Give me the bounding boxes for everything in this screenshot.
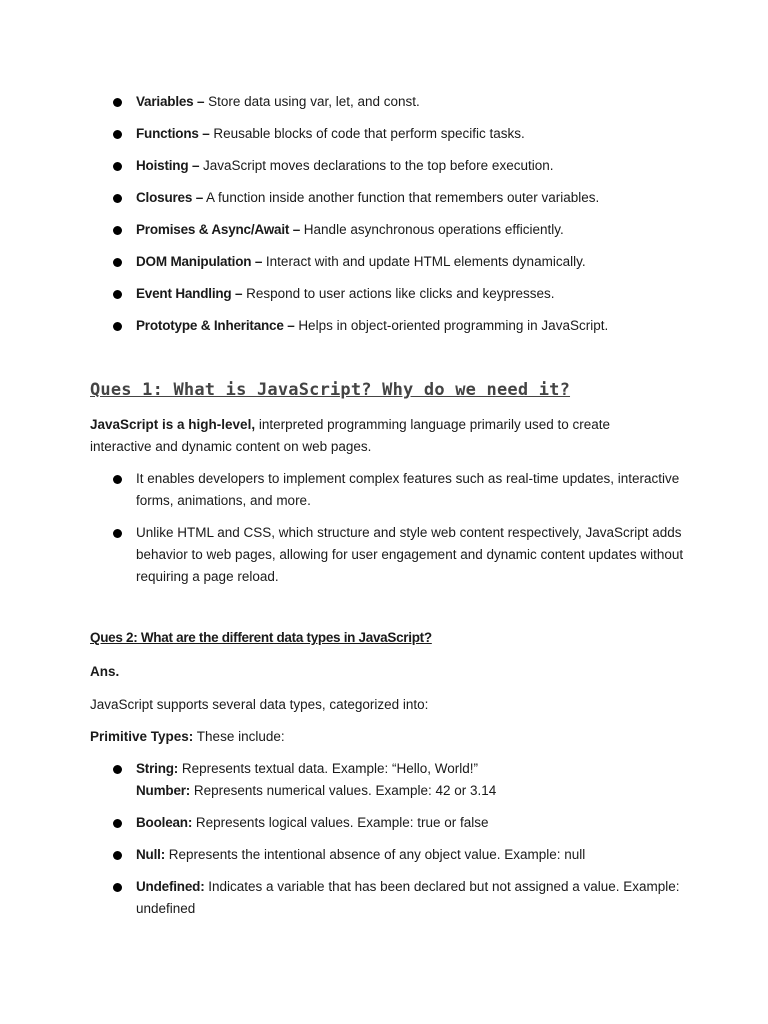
type-term: Undefined: xyxy=(136,879,205,894)
concept-term: Event Handling – xyxy=(136,286,243,301)
type-term: Boolean: xyxy=(136,815,193,830)
ans-label: Ans. xyxy=(90,664,120,679)
concepts-list xyxy=(90,91,690,337)
q1-bullet-text: Unlike HTML and CSS, which structure and style web content respectively, JavaScript adds behavior to web pages, allowing for user engagement and dynamic content updates without requiring a page reload. xyxy=(136,525,684,584)
concept-term: Functions – xyxy=(136,126,210,141)
concept-desc: A function inside another function that remembers outer variables. xyxy=(206,190,600,205)
bullet-icon xyxy=(113,765,122,774)
bullet-icon xyxy=(113,226,122,235)
q2-heading: Ques 2: What are the different data types in JavaScript? xyxy=(90,630,432,645)
concept-term: Promises & Async/Await – xyxy=(136,222,301,237)
list-item xyxy=(90,91,690,113)
bullet-icon xyxy=(113,258,122,267)
type-term: Number: xyxy=(136,783,191,798)
primitive-types-label: Primitive Types: xyxy=(90,729,194,744)
type-desc: Represents the intentional absence of any object value. Example: null xyxy=(165,847,586,862)
bullet-icon xyxy=(113,475,122,484)
bullet-icon xyxy=(113,883,122,892)
list-item xyxy=(90,219,690,241)
list-item xyxy=(90,522,690,588)
type-desc: Indicates a variable that has been declared but not assigned a value. Example: undefined xyxy=(136,879,680,916)
type-desc: Represents logical values. Example: true or false xyxy=(192,815,489,830)
bullet-icon xyxy=(113,98,122,107)
concept-desc: Respond to user actions like clicks and keypresses. xyxy=(246,286,555,301)
bullet-icon xyxy=(113,851,122,860)
q1-bullet-text: It enables developers to implement complex features such as real-time updates, interactive forms, animations, and more. xyxy=(136,471,680,508)
bullet-icon xyxy=(113,819,122,828)
concept-term: Variables – xyxy=(136,94,205,109)
bullet-icon xyxy=(113,290,122,299)
bullet-icon xyxy=(113,322,122,331)
primitive-types-line xyxy=(90,726,650,748)
q1-intro xyxy=(90,414,650,458)
list-item xyxy=(90,251,690,273)
type-term: String: xyxy=(136,761,179,776)
list-item xyxy=(90,187,690,209)
data-types-list xyxy=(90,758,690,920)
list-item xyxy=(90,844,690,866)
concept-term: Hoisting – xyxy=(136,158,200,173)
list-item xyxy=(90,758,690,802)
concept-term: DOM Manipulation – xyxy=(136,254,263,269)
q1-bullets xyxy=(90,468,690,588)
concept-desc: Reusable blocks of code that perform specific tasks. xyxy=(213,126,525,141)
concept-desc: Helps in object-oriented programming in JavaScript. xyxy=(298,318,609,333)
list-item xyxy=(90,315,690,337)
bullet-icon xyxy=(113,194,122,203)
concept-desc: JavaScript moves declarations to the top before execution. xyxy=(203,158,554,173)
type-term: Null: xyxy=(136,847,165,862)
type-desc: Represents numerical values. Example: 42 or 3.14 xyxy=(190,783,497,798)
list-item xyxy=(90,283,690,305)
primitive-types-text: These include: xyxy=(193,729,285,744)
concept-desc: Store data using var, let, and const. xyxy=(208,94,420,109)
concept-desc: Handle asynchronous operations efficiently. xyxy=(303,222,564,237)
bullet-icon xyxy=(113,162,122,171)
bullet-icon xyxy=(113,529,122,538)
list-item xyxy=(90,123,690,145)
concept-term: Closures – xyxy=(136,190,204,205)
list-item xyxy=(90,876,690,920)
list-item xyxy=(90,812,690,834)
bullet-icon xyxy=(113,130,122,139)
type-desc: Represents textual data. Example: “Hello, World!” xyxy=(178,761,478,776)
list-item xyxy=(90,155,690,177)
q1-intro-bold: JavaScript is a high-level, xyxy=(90,417,256,432)
list-item xyxy=(90,468,690,512)
q1-heading: Ques 1: What is JavaScript? Why do we need it? xyxy=(90,380,571,400)
concept-desc: Interact with and update HTML elements dynamically. xyxy=(265,254,586,269)
concept-term: Prototype & Inheritance – xyxy=(136,318,295,333)
q1-intro-text: interpreted programming language primarily used to create interactive and dynamic content on web pages. xyxy=(90,417,611,454)
q2-summary: JavaScript supports several data types, categorized into: xyxy=(90,697,429,712)
